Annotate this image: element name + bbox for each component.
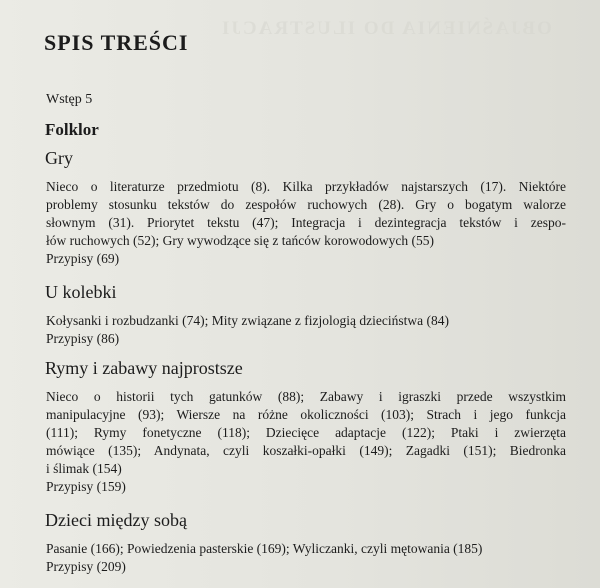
chapter-heading-rymy: Rymy i zabawy najprostsze (45, 358, 243, 378)
footnotes-entry: Przypisy (209) (46, 559, 126, 574)
entry-line: i ślimak (154) (46, 461, 122, 476)
chapter-entries-rymy (46, 388, 566, 496)
page-title: SPIS TREŚCI (44, 30, 189, 55)
chapter-entries-u-kolebki (46, 312, 566, 348)
intro-entry: Wstęp 5 (46, 92, 93, 107)
chapter-heading-dzieci: Dzieci między sobą (45, 510, 187, 530)
chapter-heading-gry: Gry (45, 148, 73, 168)
chapter-entries-dzieci (46, 540, 566, 576)
chapter-entries-gry (46, 178, 566, 268)
entry-line: łów ruchowych (52); Gry wywodzące się z tańców korowodowych (55) (46, 233, 435, 248)
entry-line: (111); Rymy fonetyczne (118); Dziecięce adaptacje (122); Ptaki i zwierzęta (46, 425, 566, 440)
entry-line: problemy stosunku tekstów do zespołów ruchowych (28). Gry o bogatym walorze (46, 197, 566, 212)
entry-line: manipulacyjne (93); Wiersze na różne okoliczności (103); Strach i jego funkcja (46, 407, 566, 422)
part-heading: Folklor (45, 120, 99, 139)
footnotes-entry: Przypisy (69) (46, 251, 120, 266)
footnotes-entry: Przypisy (159) (46, 479, 126, 494)
entry-line: Nieco o literaturze przedmiotu (8). Kilka przykładów najstarszych (17). Niektóre (46, 179, 566, 194)
entry-line: Nieco o historii tych gatunków (88); Zabawy i igraszki przede wszystkim (46, 389, 566, 404)
entry-line: mówiące (135); Andynata, czyli koszałki-opałki (149); Zagadki (151); Biedronka (46, 443, 566, 458)
footnotes-entry: Przypisy (86) (46, 331, 120, 346)
show-through-text: OBJAŚNIENIA DO ILUSTRACJI (220, 18, 552, 39)
chapter-heading-u-kolebki: U kolebki (45, 282, 117, 302)
entry-line: Kołysanki i rozbudzanki (74); Mity związane z fizjologią dzieciństwa (84) (46, 313, 449, 328)
entry-line: słownym (31). Priorytet tekstu (47); Integracja i dezintegracja tekstów i zespo- (46, 215, 566, 230)
entry-line: Pasanie (166); Powiedzenia pasterskie (169); Wyliczanki, czyli mętowania (185) (46, 541, 483, 556)
